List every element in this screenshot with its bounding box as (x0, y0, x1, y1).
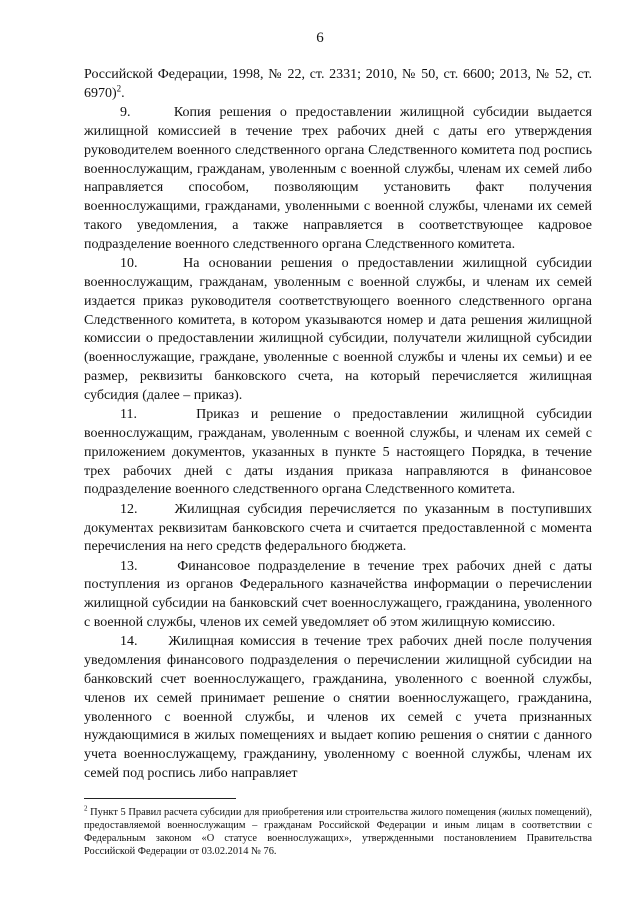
footnote-divider (84, 798, 236, 799)
paragraph-text: Финансовое подразделение в течение трех рабочих дней с даты поступления из органов Федерального казначейства информации о перечислении жилищной субсидии на банковский счет военнослужащего, гражданина, уволенного с военной службы, членов их семей уведомляет об этом жилищную комиссию. (84, 558, 593, 631)
paragraph-end-punctuation: . (121, 85, 125, 101)
paragraph-number: 13. (120, 558, 138, 574)
paragraph-text: Копия решения о предоставлении жилищной субсидии выдается жилищной комиссией в течение трех рабочих дней с даты его утверждения руководителем военного следственного органа Следственного комитета под роспись военнослужащим, гражданам, уволенным с военной службы, членам их семей либо направляется способом, позволяющим установить факт получения военнослужащими, гражданами, уволенными с военной службы, членами их семей такого уведомления, а также направляется в соответствующее кадровое подразделение военного следственного органа Следственного комитета. (84, 105, 592, 252)
paragraph-text: Приказ и решение о предоставлении жилищной субсидии военнослужащим, гражданам, уволенным с военной службы, и членам их семей с приложением документов, указанных в пункте 5 настоящего Порядка, в течение трех рабочих дней с даты издания приказа направляются в финансовое подразделение военного следственного органа Следственного комитета. (84, 407, 592, 498)
footnote (84, 806, 592, 858)
paragraph-number: 14. (120, 634, 138, 650)
paragraph-text: Жилищная комиссия в течение трех рабочих дней после получения уведомления финансового подразделения о перечислении жилищной субсидии на банковский счет военнослужащего, гражданина, уволенного с военной службы, членов их семей принимает решение о снятии военнослужащего, гражданина, уволенного с военной службы, и членов их семей с учета признанных нуждающимися в жилых помещениях и выдает копию решения о снятии с данного учета военнослужащему, гражданину, уволенному с военной службы, членам их семей под роспись либо направляет (84, 634, 592, 782)
paragraph-text: Жилищная субсидия перечисляется по указанным в поступивших документах реквизитам банковского счета и считается предоставленной с момента перечисления на него средств федерального бюджета. (84, 501, 592, 555)
footnote-text: Пункт 5 Правил расчета субсидии для приобретения или строительства жилого помещения (жилых помещений), предоставляемой военнослужащим – гражданам Российской Федерации и иным лицам в соответствии с Федеральным законом «О статусе военнослужащих», утвержденными постановлением Правительства Российской Федерации от 03.02.2014 № 76. (84, 807, 592, 857)
paragraph-number: 11. (120, 407, 137, 423)
paragraph-text: На основании решения о предоставлении жилищной субсидии военнослужащим, гражданам, уволенным с военной службы, и членам их семей издается приказ руководителя соответствующего военного следственного органа Следственного комитета, в котором указываются номер и дата решения жилищной комиссии о предоставлении жилищной субсидии, получатели жилищной субсидии (военнослужащие, граждане, уволенные с военной службы и члены их семьи) и ее размер, реквизиты банковского счета, на который перечисляется жилищная субсидия (далее – приказ). (84, 256, 592, 403)
paragraph-12 (84, 501, 592, 557)
paragraph-10 (84, 255, 592, 405)
paragraph-14 (84, 633, 592, 783)
paragraph-9 (84, 104, 592, 254)
page-number: 6 (316, 30, 324, 46)
footnote-reference: 2 (116, 83, 122, 94)
footnote-marker: 2 (84, 804, 88, 813)
paragraph-number: 10. (120, 256, 138, 272)
paragraph-11 (84, 406, 592, 500)
paragraph-13 (84, 558, 592, 633)
paragraph-continuation (84, 66, 592, 104)
paragraph-number: 9. (120, 105, 131, 121)
document-body (84, 66, 592, 784)
paragraph-text: Российской Федерации, 1998, № 22, ст. 2331; 2010, № 50, ст. 6600; 2013, № 52, ст. 6970) (84, 67, 592, 101)
paragraph-number: 12. (120, 501, 138, 517)
